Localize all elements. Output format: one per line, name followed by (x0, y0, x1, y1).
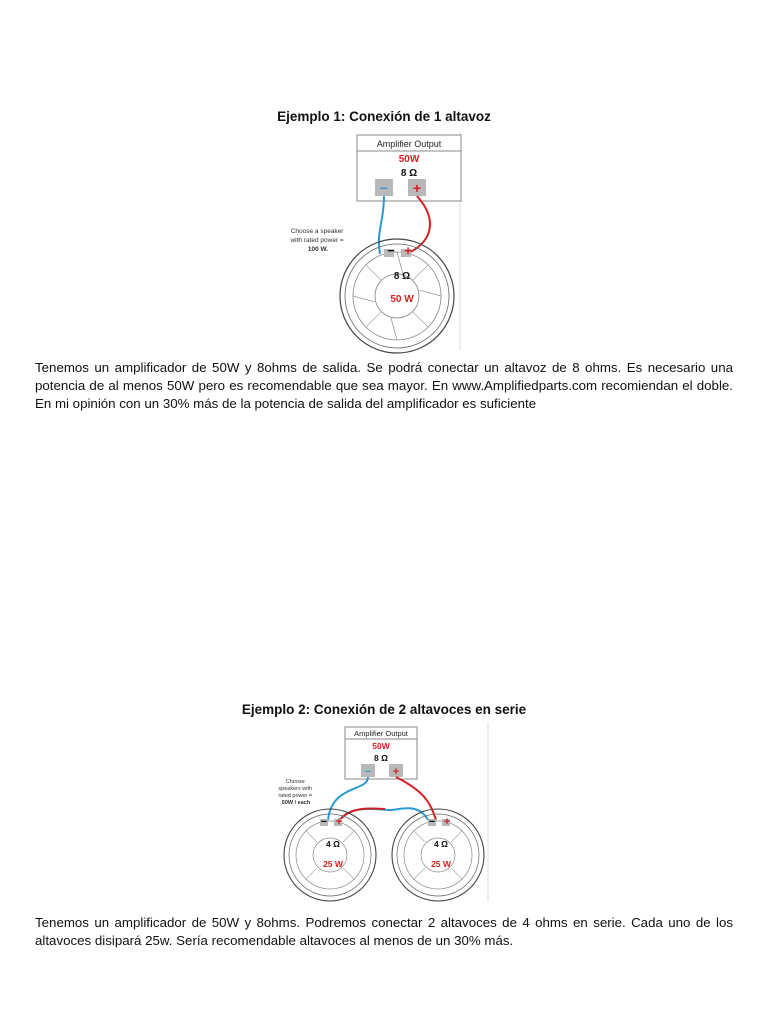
speaker-note: Choose a speaker with rated power = 100 W. (290, 228, 344, 253)
speaker-power: 50 W (390, 294, 414, 305)
speaker-note: Choose speakers with rated power = 50W / each (278, 779, 313, 806)
speaker-power: 25 W (323, 859, 343, 869)
speaker-minus: − (387, 243, 395, 258)
amplifier-output-box (357, 135, 461, 201)
example2-paragraph: Tenemos un amplificador de 50W y 8ohms. Podremos conectar 2 altavoces de 4 ohms en serie. Cada uno de los altavoces disipará 25w. Sería recomendable altavoces al menos de un 30% más. (35, 915, 733, 948)
example2-diagram (250, 722, 500, 907)
minus-sign: − (379, 180, 389, 196)
speaker-left (284, 809, 376, 901)
speaker-impedance: 8 Ω (393, 271, 411, 282)
amp-power: 50W (372, 741, 390, 751)
blue-wire (379, 196, 384, 254)
speaker-minus: − (320, 816, 328, 828)
amp-power: 50W (398, 154, 420, 165)
amp-title: Amplifier Output (376, 139, 442, 149)
amp-impedance: 8 Ω (400, 168, 418, 179)
example1-heading: Ejemplo 1: Conexión de 1 altavoz (277, 109, 491, 124)
speaker-right (392, 809, 484, 901)
speaker-plus: + (404, 243, 412, 258)
minus-sign: − (364, 766, 372, 778)
amp-impedance: 8 Ω (374, 753, 388, 763)
amplifier-output-box (345, 727, 417, 779)
speaker-plus: + (335, 816, 343, 828)
red-wire (396, 777, 436, 820)
example2-heading: Ejemplo 2: Conexión de 2 altavoces en serie (241, 702, 527, 717)
amp-title: Amplifier Output (354, 729, 408, 738)
speaker-impedance: 4 Ω (434, 839, 448, 849)
example1-paragraph: Tenemos un amplificador de 50W y 8ohms de salida. Se podrá conectar un altavoz de 8 ohms. Es necesario una potencia de al menos 50W pero es recomendable que sea mayor. En www.Amplifiedparts.com recomiendan el doble. En mi opinión con un 30% más de la potencia de salida del amplificador es suficiente (35, 360, 733, 411)
speaker-minus: − (428, 816, 436, 828)
speaker (340, 239, 454, 353)
speaker-impedance: 4 Ω (326, 839, 340, 849)
speaker-power: 25 W (431, 859, 451, 869)
speaker-plus: + (443, 816, 451, 828)
example1-diagram (280, 132, 480, 357)
plus-sign: + (392, 766, 400, 778)
plus-sign: + (412, 180, 422, 196)
